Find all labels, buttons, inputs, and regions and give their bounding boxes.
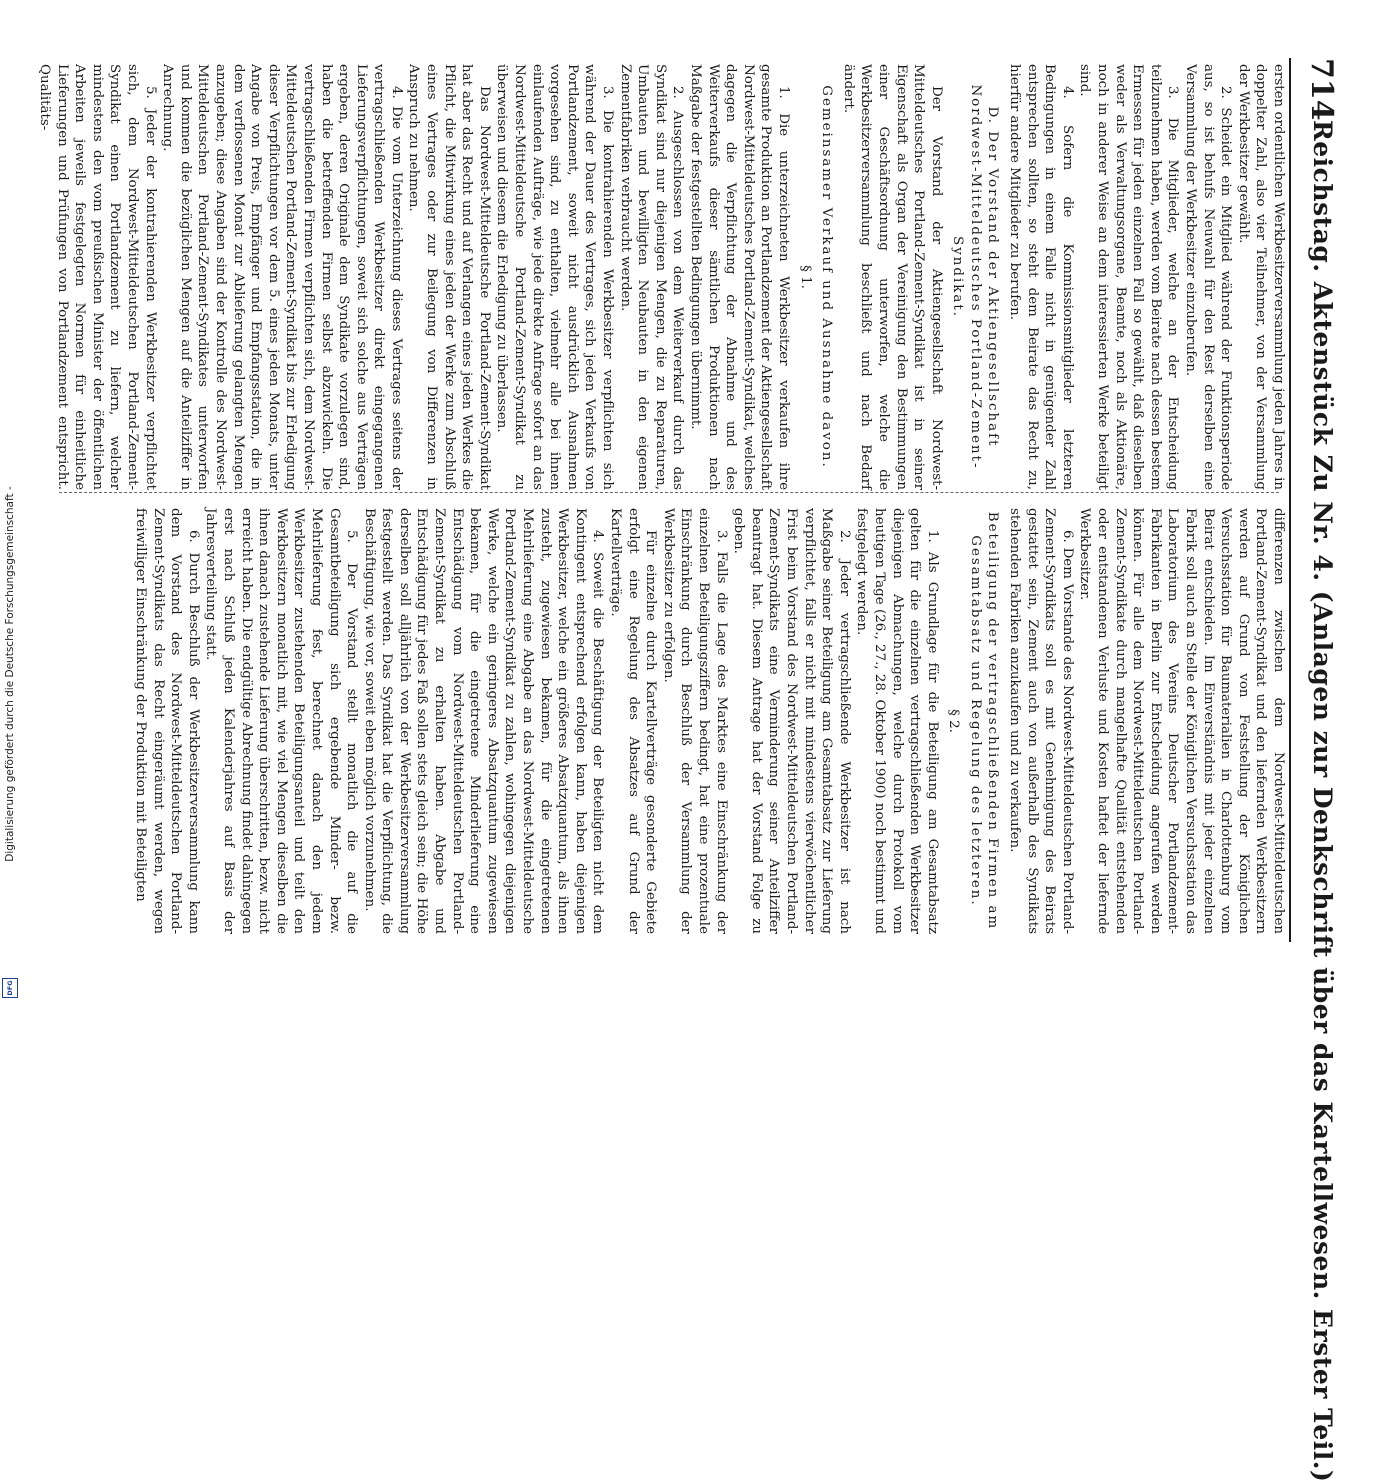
paragraph: 2. Scheidet ein Mitglied während der Funktionsperiode aus, so ist behufs Neuwahl für den Rest derselben eine Versammlung der Werkbesitzer einzuberufen. (1183, 64, 1234, 490)
page-number: 714 (1304, 58, 1339, 121)
paragraph: differenzen zwischen dem Nordwest-Mitteldeutschen Portland-Zement-Syndikat und den liefernden Werkbesitzern werden auf Grund von Feststellung der Königlichen Versuchsstation für Baumaterialien in Charlottenburg vom Beirat entschieden. Im Einverständnis mit jeder einzelnen Fabrik soll auch an Stelle der Königlichen Versuchsstation das Laboratorium des Vereins Deutscher Portlandzement-Fabrikanten in Berlin zur Entscheidung angerufen werden können. Für alle dem Nordwest-Mitteldeutschen Portland-Zement-Syndikate durch mangelhafte Qualität entstehenden oder entstandenen Verluste und Kosten haftet der liefernde Werkbesitzer. (1077, 508, 1286, 934)
text-column-left (37, 64, 1287, 490)
section-number: § 1. (797, 265, 813, 289)
header-rule (1289, 58, 1291, 942)
paragraph: 3. Die kontrahierenden Werkbesitzer verpflichten sich während der Dauer des Vertrages, sich jeden Verkaufs von Portlandzement, soweit nicht ausdrücklich Ausnahmen vorgesehen sind, zu enthalten, vielmehr alle bei ihnen einlaufenden Aufträge, wie jede direkte Anfrage sofort an das Nordwest-Mitteldeutsche Portland-Zement-Syndikat zu überweisen und diesem die Erledigung zu überlassen. (494, 64, 616, 490)
paragraph: 6. Durch Beschluß der Werkbesitzerversammlung kann dem Vorstand des Nordwest-Mitteldeutschen Portland-Zement-Syndikats das Recht eingeräumt werden, wegen freiwilliger Einschränkung der Produktion mit Beteiligten (133, 508, 201, 934)
section-heading: D. Der Vorstand der Aktiengesellschaft Nordwest-Mitteldeutsches Portland-Zement-Syndikat. (950, 84, 1001, 470)
paragraph: 3. Falls die Lage des Marktes eine Einschränkung der einzelnen Beteiligungsziffern bedingt, hat eine prozentuale Einschränkung durch Beschluß der Versammlung der Werkbesitzer zu erfolgen. (660, 508, 729, 934)
text-column-right (55, 508, 1287, 934)
running-title: Reichstag. Aktenstück Zu Nr. 4. (Anlagen zur Denkschrift über das Kartellwesen. Erster Teil.) (1308, 120, 1337, 1482)
paragraph: ersten ordentlichen Werkbesitzerversammlung jeden Jahres in doppelter Zahl, also vier Teilnehmer, von der Versammlung der Werkbesitzer gewählt. (1235, 64, 1286, 490)
section-number: § 2. (946, 709, 962, 733)
dfg-logo-text: DFG (6, 980, 14, 996)
credit-text: Digitalisierung gefördert durch die Deutsche Forschungsgemeinschaft - (4, 486, 16, 862)
page-header (1297, 58, 1343, 1482)
paragraph: 4. Die vom Unterzeichnung dieses Vertrages seitens der vertragschließenden Werkbesitzer direkt eingegangenen Lieferungsverpflichtungen, soweit sich solche aus Verträgen ergeben, deren Originale dem Syndikate vorzulegen sind, haben die betreffenden Firmen selbst abzuwickeln. Die vertragschließenden Firmen verpflichten sich, dem Nordwest-Mitteldeutschen Portland-Zement-Syndikat bis zur Erledigung dieser Verpflichtungen vor dem 5. eines jeden Monats, unter Angabe von Preis, Empfänger und Empfangsstation, die in dem verflossenen Monat zur Ablieferung gelangten Mengen anzugeben; diese Angaben sind der Kontrolle des Nordwest-Mitteldeutschen Portland-Zement-Syndikates unterworfen und kommen die bezüglichen Mengen auf die Anteilziffer in Anrechnung. (160, 64, 404, 490)
paragraph: 2. Jeder vertragschließende Werkbesitzer ist nach Maßgabe seiner Beteiligung am Gesamtabsatz zur Lieferung verpflichtet, falls er nicht mit mindestens vierwöchentlicher Frist beim Vorstand des Nordwest-Mitteldeutschen Portland-Zement-Syndikats eine Verminderung seiner Anteilziffer beantragt hat. Diesem Antrage hat der Vorstand Folge zu geben. (731, 508, 852, 934)
paragraph: 1. Die unterzeichneten Werkbesitzer verkaufen ihre gesamte Produktion an Portlandzement der Aktiengesellschaft Nordwest-Mitteldeutsches Portland-Zement-Syndikat, welches dagegen die Verpflichtung der Abnahme und des Weiterverkaufs dieser sämtlichen Produktionen nach Maßgabe der festgestellten Bedingungen übernimmt. (688, 64, 791, 490)
section-heading: Beteiligung der vertragschließenden Firmen am Gesamtabsatz und Regelung des letzteren. (967, 511, 1001, 931)
paragraph: 4. Soweit die Beschäftigung der Beteiligten nicht dem Kontingent entsprechend erfolgen kann, haben diejenigen Werkbesitzer, welche ein größeres Absatzquantum, als ihnen zusteht, zugewiesen bekamen, für die eingetretenen Mehrlieferung eine Abgabe an das Nordwest-Mitteldeutsche Portland-Zement-Syndikat zu zahlen, wohingegen diejenigen Werke, welche ein geringeres Absatzquantum zugewiesen bekamen, für die eingetretene Minderlieferung eine Entschädigung vom Nordwest-Mitteldeutschen Portland-Zement-Syndikat zu erhalten haben. Abgabe und Entschädigung für jedes Faß sollen stets gleich sein; die Höhe derselben soll alljährlich von der Werkbesitzerversammlung festgestellt werden. Das Syndikat hat die Verpflichtung, die Beschäftigung, wie vor, soweit eben möglich vorzunehmen. (361, 508, 606, 934)
dfg-logo (2, 978, 18, 998)
digitization-credit (4, 374, 16, 974)
paragraph: Für einzelne durch Kartellverträge gesonderte Gebiete erfolgt eine Regelung des Absatzes auf Grund der Kartellverträge. (608, 508, 659, 934)
section-heading: Gemeinsamer Verkauf und Ausnahme davon. (819, 85, 835, 469)
paragraph: Das Nordwest-Mitteldeutsche Portland-Zement-Syndikat hat aber das Recht und auf Verlangen eines jeden Werkes die Pflicht, die Mitwirkung eines jeden der Werke zum Abschluß eines Vertrages oder zur Beilegung von Differenzen in Anspruch zu nehmen. (406, 64, 492, 490)
paragraph: 2. Ausgeschlossen von dem Weiterverkauf durch das Syndikat sind nur diejenigen Mengen, die zu Reparaturen, Umbauten und bewilligten Neubauten in den eigenen Zementfabriken verbraucht werden. (617, 64, 686, 490)
paragraph: 5. Der Vorstand stellt monatlich die auf die Gesamtbeteiligung sich ergebende Minder- bezw. Mehrlieferung fest, berechnet danach den jedem Werkbesitzer zustehenden Beteiligungsanteil und teilt den Werkbesitzern monatlich mit, wie viel Mengen dieselben die ihnen danach zustehende Lieferung überschritten, bezw. nicht erreicht haben. Die endgültige Abrechnung findet dahingegen erst nach Schluß jeden Kalenderjahres auf Basis der Jahresverteilung statt. (203, 508, 360, 934)
paragraph: 6. Dem Vorstande des Nordwest-Mitteldeutschen Portland-Zement-Syndikats soll es mit Genehmigung des Beirats gestattet sein, Zement auch von außerhalb des Syndikats stehenden Fabriken anzukaufen und zu verkaufen. (1007, 508, 1075, 934)
paragraph: 3. Die Mitglieder, welche an der Entscheidung teilzunehmen haben, werden vom Beirate nach dessen bestem Ermessen für jeden einzelnen Fall so gewählt, daß dieselben weder als Verwaltungsorgane, Beamte, noch als Aktionäre, noch in anderer Weise an dem interessierten Werke beteiligt sind. (1077, 64, 1181, 490)
paragraph: 4. Sofern die Kommissionsmitglieder letzteren Bedingungen in einem Falle nicht in genügender Zahl entsprechen sollten, so steht dem Beirate das Recht zu, hierfür andere Mitglieder zu berufen. (1007, 64, 1075, 490)
paragraph: 5. Jeder der kontrahierenden Werkbesitzer verpflichtet sich, dem Nordwest-Mitteldeutschen Portland-Zement-Syndikat einen Portlandzement zu liefern, welcher mindestens den vom preußischen Minister der öffentlichen Arbeiten jeweils festgelegten Normen für einheitliche Lieferungen und Prüfungen von Portlandzement entspricht. Qualitäts- (37, 64, 158, 490)
column-divider (59, 492, 1279, 493)
paragraph: 1. Als Grundlage für die Beteiligung am Gesamtabsatz gelten für die einzelnen vertragschließenden Werkbesitzer diejenigen Abmachungen, welche durch Protokoll vom heutigen Tage (26., 27., 28. Oktober 1900) noch bestimmt und festgelegt werden. (854, 508, 940, 934)
paragraph: Der Vorstand der Aktiengesellschaft Nordwest-Mitteldeutsches Portland-Zement-Syndikat ist in seiner Eigenschaft als Organ der Vereinigung den Bestimmungen einer Geschäftsordnung unterworfen, welche die Werkbesitzerversammlung beschließt und nach Bedarf ändert. (840, 64, 944, 490)
